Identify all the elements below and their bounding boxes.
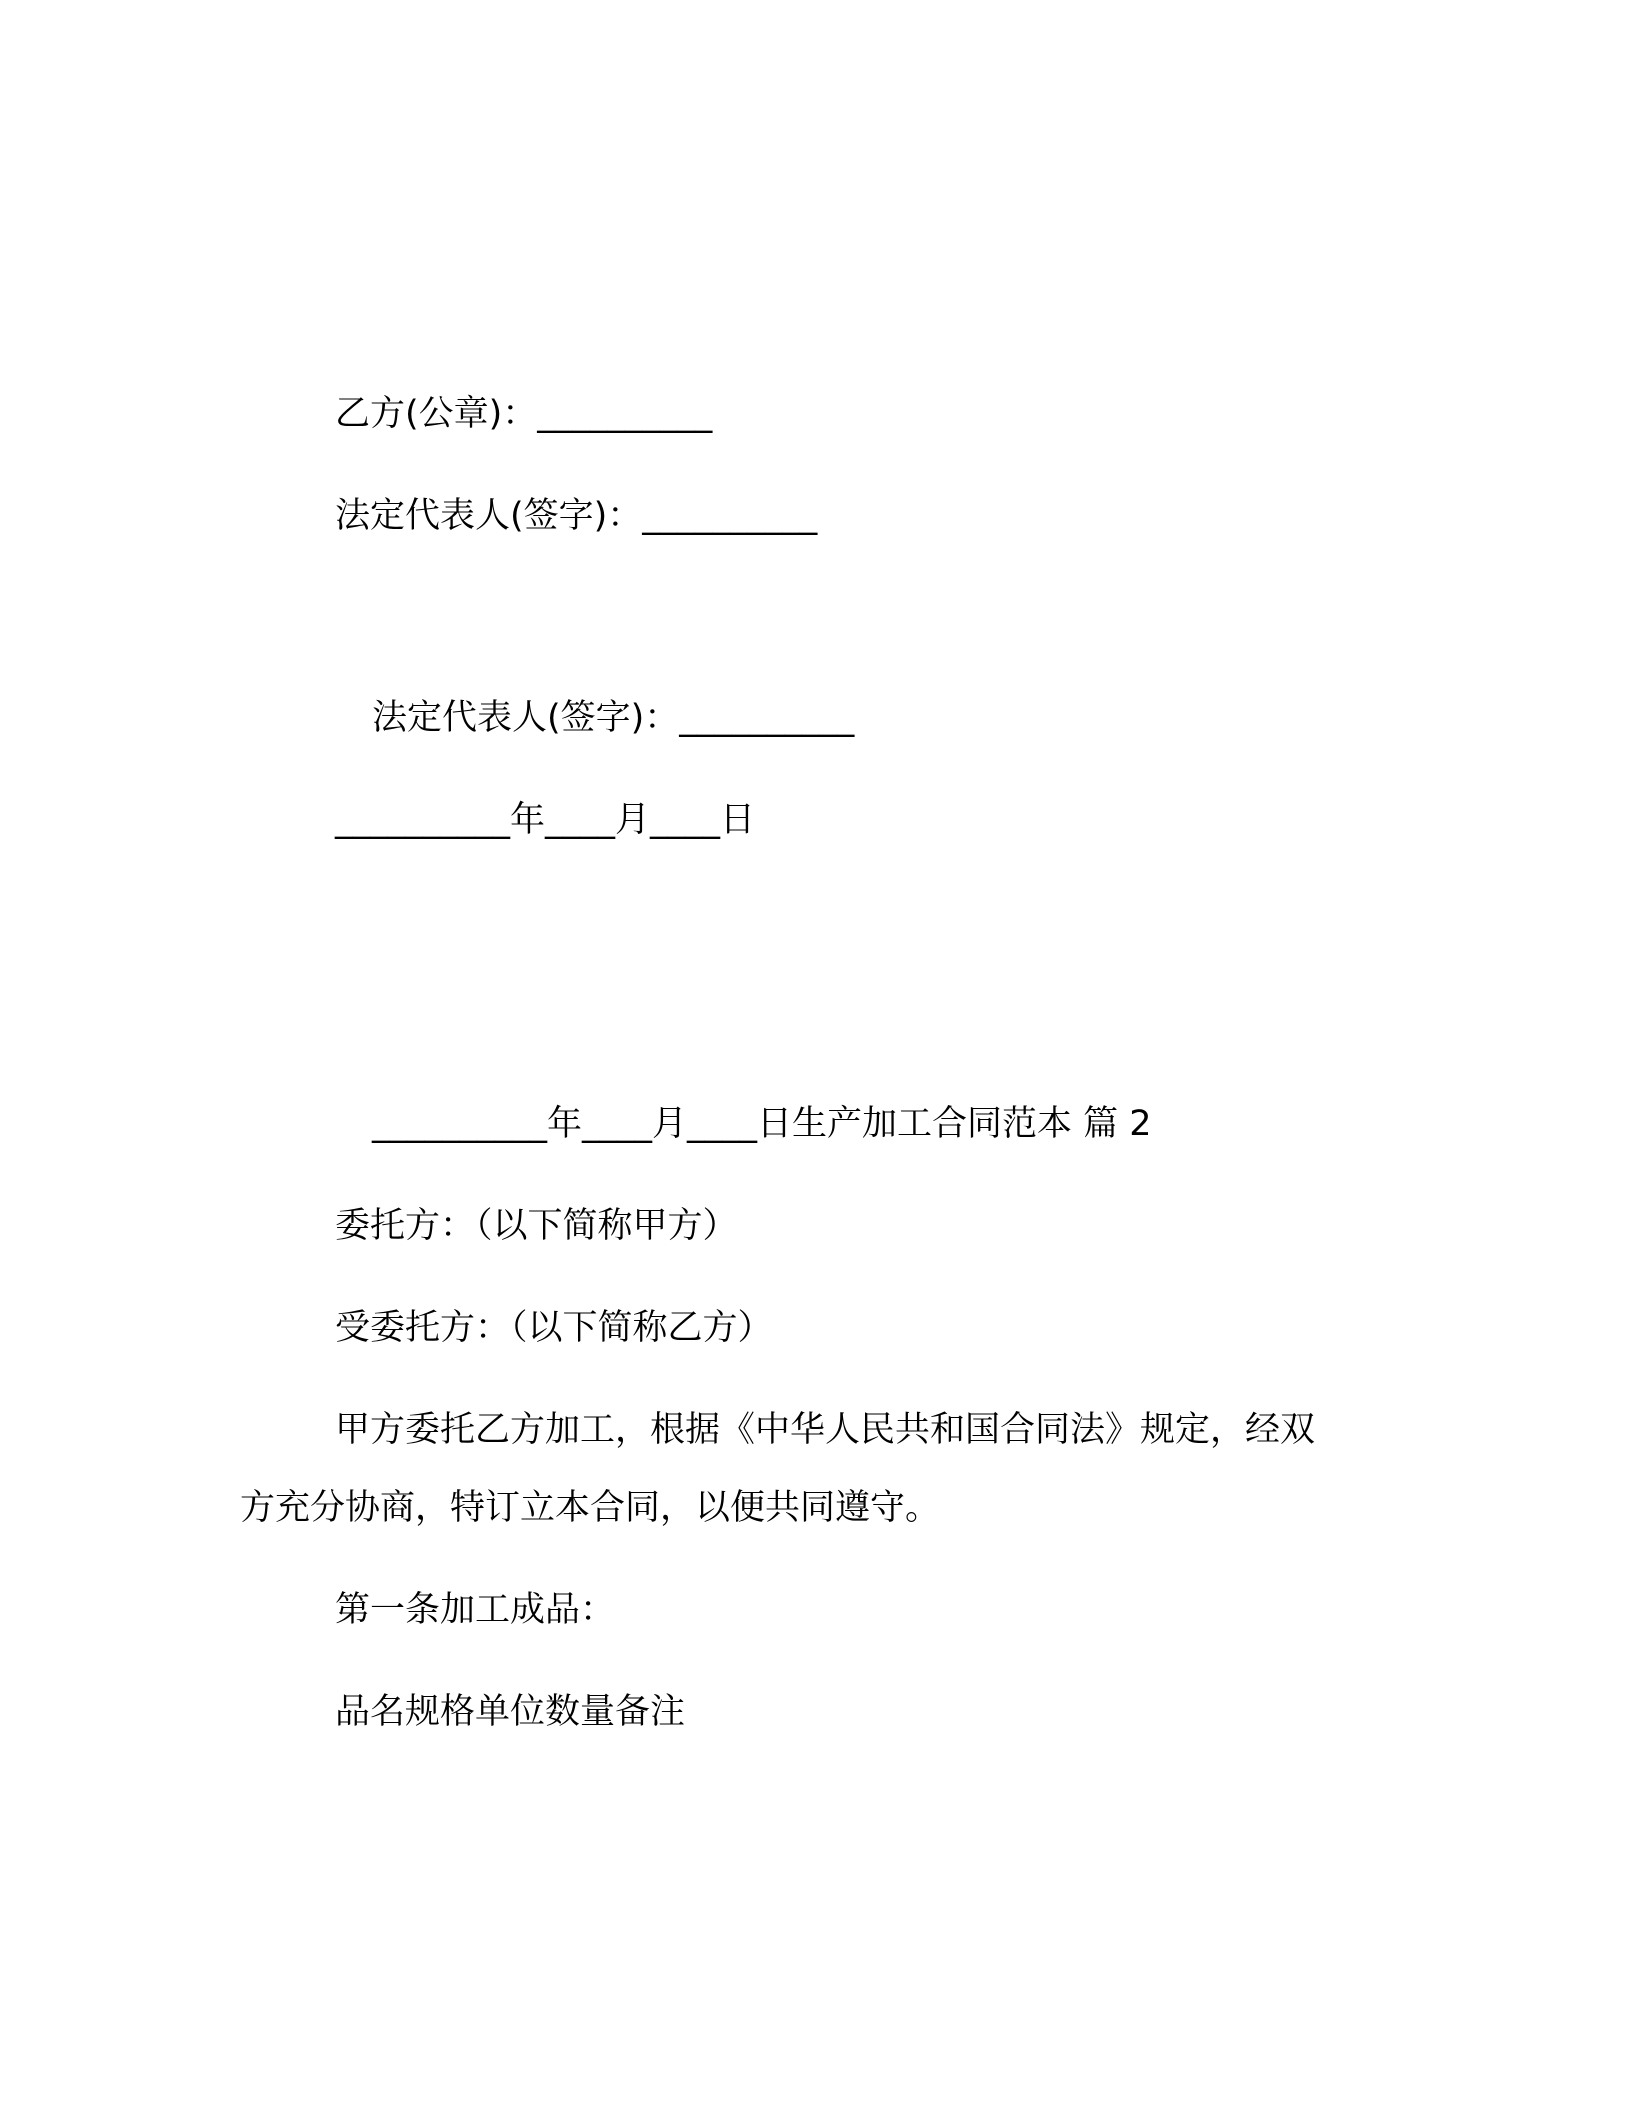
legal-representative-signature-line-second: 法定代表人(签字)：__________ — [372, 698, 855, 738]
entrusted-party-line: 受委托方：（以下简称乙方） — [335, 1308, 773, 1348]
legal-representative-signature-line: 法定代表人(签字)：__________ — [335, 496, 818, 536]
party-b-seal-line: 乙方(公章)：__________ — [335, 394, 713, 434]
contract-title-heading: __________年____月____日生产加工合同范本 篇 2 — [372, 1104, 1152, 1144]
date-line: __________年____月____日 — [335, 800, 756, 840]
contract-intro-line-2: 方充分协商，特订立本合同，以便共同遵守。 — [240, 1488, 941, 1528]
client-party-line: 委托方：（以下简称甲方） — [335, 1206, 738, 1246]
product-table-header-line: 品名规格单位数量备注 — [335, 1692, 686, 1732]
contract-intro-line-1: 甲方委托乙方加工，根据《中华人民共和国合同法》规定，经双 — [335, 1410, 1316, 1450]
article-one-heading: 第一条加工成品： — [335, 1590, 616, 1630]
